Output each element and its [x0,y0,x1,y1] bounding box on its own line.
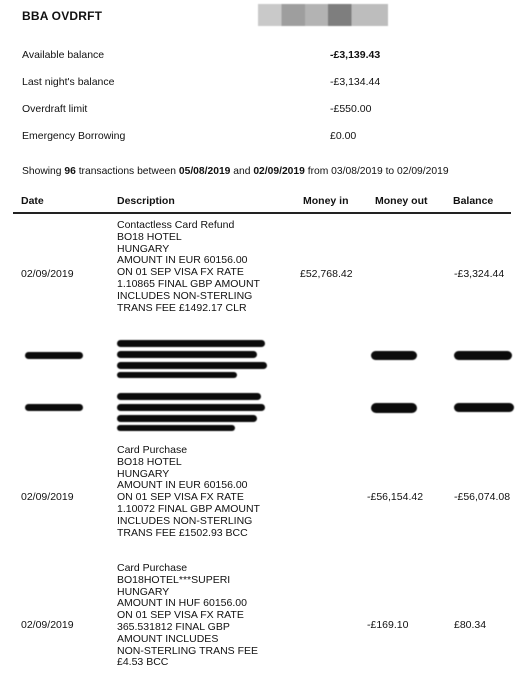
redaction-bar [117,351,257,358]
description-line: HUNGARY [117,585,170,598]
redaction-bar [117,404,265,411]
description-line: BO18 HOTEL [117,230,182,243]
row-description [117,563,258,669]
summary-overdraft-limit [22,103,442,117]
description-line: Card Purchase [117,444,188,456]
showing-prefix: Showing [22,166,65,177]
showing-text: and [230,166,254,177]
description-line: HUNGARY [117,242,170,255]
redaction-bar [117,415,257,422]
redaction-bar [117,372,237,378]
summary-value: -£3,134.44 [330,76,381,88]
redaction-bar [117,340,265,347]
description-line: 365.531812 FINAL GBP [117,620,230,633]
description-line: BO18HOTEL***SUPERI [117,573,231,586]
row-date: 02/09/2019 [21,619,74,631]
description-line: TRANS FEE £1502.93 BCC [117,526,248,539]
showing-text: transactions between [75,166,179,177]
description-line: NON-STERLING TRANS FEE [117,644,258,657]
transaction-range-summary [22,166,449,177]
summary-value: -£3,139.43 [330,49,381,61]
summary-label: Emergency Borrowing [22,130,126,142]
row-balance: -£56,074.08 [454,491,511,503]
summary-value: -£550.00 [330,103,372,115]
row-balance: -£3,324.44 [454,268,505,280]
row-money-out: -£169.10 [367,619,409,631]
row-description [117,220,260,314]
summary-label: Available balance [22,49,105,61]
description-line: £4.53 BCC [117,656,169,669]
description-line: BO18 HOTEL [117,455,182,468]
column-header-money-out: Money out [375,195,428,207]
description-line: Contactless Card Refund [117,219,235,231]
description-line: 1.10865 FINAL GBP AMOUNT [117,277,260,290]
summary-available-balance [22,49,442,63]
description-line: INCLUDES NON-STERLING [117,289,253,302]
redaction-bar [25,352,83,359]
redaction-bar [117,425,235,431]
description-line: INCLUDES NON-STERLING [117,514,253,527]
row-money-in: £52,768.42 [300,268,353,280]
table-header [13,195,513,209]
description-line: AMOUNT IN EUR 60156.00 [117,254,248,267]
redaction-bar [371,403,417,413]
transaction-count: 96 [64,166,76,177]
range-start-date: 05/08/2019 [178,166,231,177]
redaction-bar [117,362,267,369]
column-header-date: Date [21,195,44,207]
description-line: TRANS FEE £1492.17 CLR [117,301,247,314]
description-line: ON 01 SEP VISA FX RATE [117,266,244,279]
row-money-out: -£56,154.42 [367,491,424,503]
description-line: ON 01 SEP VISA FX RATE [117,609,244,622]
range-end-date: 02/09/2019 [253,166,305,177]
description-line: ON 01 SEP VISA FX RATE [117,491,244,504]
row-date: 02/09/2019 [21,268,74,280]
redaction-bar [371,351,417,360]
redaction-bar [117,393,261,400]
description-line: Card Purchase [117,562,188,574]
description-line: 1.10072 FINAL GBP AMOUNT [117,502,260,515]
description-line: AMOUNT INCLUDES [117,632,219,645]
summary-label: Last night's balance [22,76,115,88]
summary-emergency-borrowing [22,130,442,144]
row-balance: £80.34 [454,619,487,631]
redaction-bar [454,403,514,412]
showing-suffix: from 03/08/2019 to 02/09/2019 [304,166,449,177]
summary-label: Overdraft limit [22,103,88,115]
redaction-bar [454,351,512,360]
description-line: HUNGARY [117,467,170,480]
redaction-bar [25,404,83,411]
header-divider [13,212,511,214]
row-date: 02/09/2019 [21,491,74,503]
description-line: AMOUNT IN EUR 60156.00 [117,479,248,492]
summary-value: £0.00 [330,130,357,142]
account-title: BBA OVDRFT [22,9,103,23]
column-header-money-in: Money in [303,195,349,207]
column-header-description: Description [117,195,175,207]
row-description [117,445,260,539]
description-line: AMOUNT IN HUF 60156.00 [117,597,247,610]
summary-last-night-balance [22,76,442,90]
column-header-balance: Balance [453,195,494,207]
redacted-account-number [258,4,388,26]
